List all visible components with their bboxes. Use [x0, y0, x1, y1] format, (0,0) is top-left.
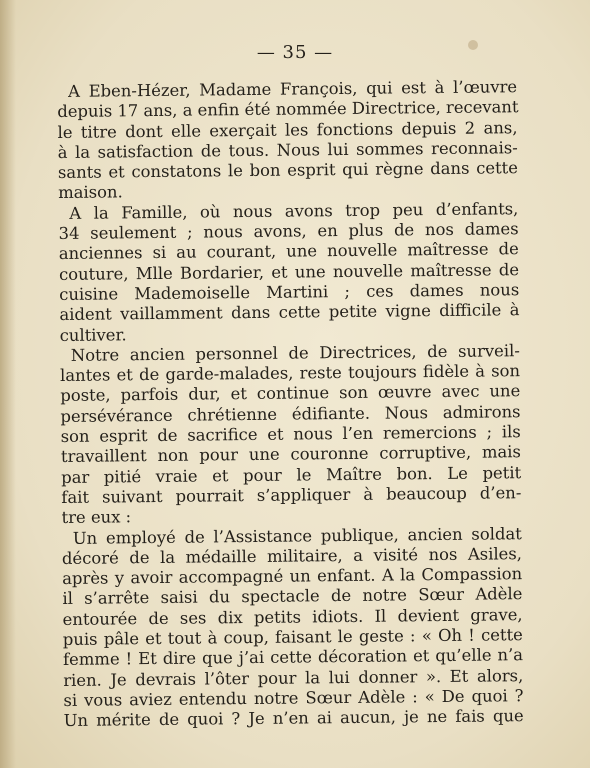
body-text — [57, 77, 524, 731]
text-line: par pitié vraie et pour le Maître bon. Le petit — [61, 462, 522, 487]
page-number: — 35 — — [256, 42, 334, 63]
text-line: cultiver. — [59, 324, 127, 345]
text-line: 34 seulement ; nous avons, en plus de nos dames — [58, 219, 519, 244]
text-line: A la Famille, où nous avons trop peu d’enfants, — [69, 198, 519, 223]
text-line: sants et constatons le bon esprit qui règne dans cette — [57, 158, 519, 183]
text-line: puis pâle et tout à coup, faisant le geste : « Oh ! cette — [62, 625, 523, 649]
text-line: depuis 17 ans, a enfin été nommée Directrice, recevant — [57, 97, 519, 122]
text-line: si vous aviez entendu notre Sœur Adèle : « De quoi ? — [63, 686, 524, 710]
text-line: aident vaillamment dans cette petite vigne difficile à — [59, 300, 520, 325]
text-line: il s’arrête saisi du spectacle de notre Sœur Adèle — [62, 584, 523, 609]
page-binding-shadow — [0, 0, 16, 768]
text-line: couture, Mlle Bordarier, et une nouvelle maîtresse de — [58, 259, 520, 284]
text-line: travaillent non pour une couronne corruptive, mais — [60, 442, 521, 467]
text-line: entourée de ses dix petits idiots. Il devient grave, — [62, 604, 523, 629]
text-line: rien. Je devrais l’ôter pour la lui donner ». Et alors, — [63, 665, 524, 690]
text-line: Un mérite de quoi ? Je n’en ai aucun, je ne fais que — [63, 706, 524, 731]
text-line: tre eux : — [61, 507, 132, 528]
text-line: après y avoir accompagné un enfant. A la Compassion — [62, 564, 523, 589]
text-line: femme ! Et dire que j’ai cette décoration et qu’elle n’a — [62, 645, 524, 670]
text-line: lantes et de garde-malades, reste toujours fidèle à son — [59, 361, 521, 386]
text-line: persévérance chrétienne édifiante. Nous admirons — [60, 401, 521, 426]
text-line: anciennes si au courant, une nouvelle maîtresse de — [58, 239, 519, 264]
text-line: fait suivant pourrait s’appliquer à beaucoup d’en- — [61, 483, 522, 507]
text-line: A Eben-Hézer, Madame François, qui est à l’œuvre — [67, 77, 518, 101]
text-line: cuisine Mademoiselle Martini ; ces dames nous — [59, 280, 520, 304]
text-line: Notre ancien personnel de Directrices, de surveil- — [70, 341, 520, 365]
text-line: son esprit de sacrifice et nous l’en remercions ; ils — [60, 422, 521, 447]
text-line: le titre dont elle exerçait les fonctions depuis 2 ans, — [57, 117, 518, 142]
text-line: poste, parfois dur, et continue son œuvre avec une — [60, 381, 521, 406]
text-line: décoré de la médaille militaire, a visité nos Asiles, — [61, 543, 523, 568]
text-line: Un employé de l’Assistance publique, ancien soldat — [72, 523, 522, 548]
text-line: maison. — [58, 182, 123, 203]
text-line: à la satisfaction de tous. Nous lui sommes reconnais- — [57, 138, 518, 162]
